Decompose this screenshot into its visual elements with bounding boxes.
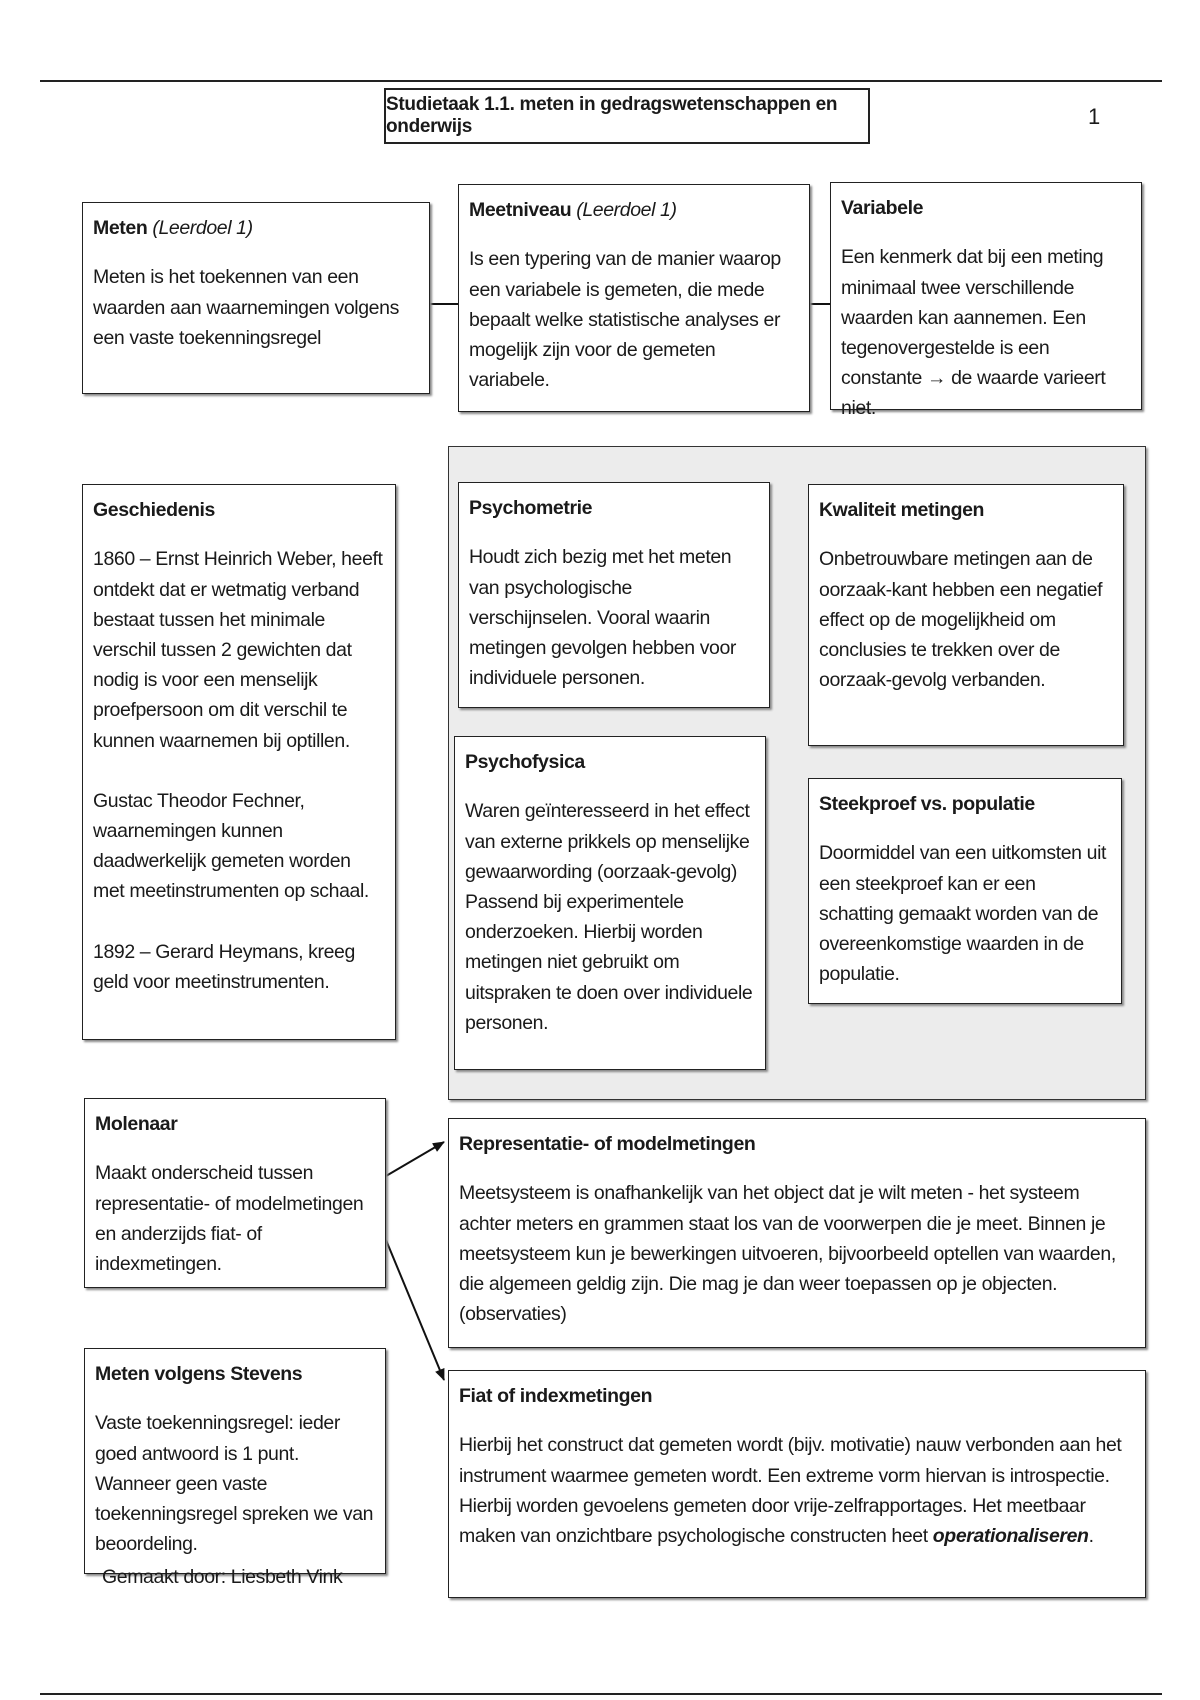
box-molenaar bbox=[84, 1098, 386, 1288]
box-variabele-title: Variabele bbox=[841, 197, 924, 219]
box-meten-title: Meten bbox=[93, 217, 148, 239]
box-psychometrie bbox=[458, 482, 770, 708]
box-meten-heading bbox=[93, 215, 419, 242]
bottom-rule bbox=[40, 1693, 1162, 1695]
box-fiat-body bbox=[459, 1430, 1135, 1551]
box-meetniveau-tag: (Leerdoel 1) bbox=[576, 199, 677, 221]
box-meetniveau-title: Meetniveau bbox=[469, 199, 572, 221]
box-steekproef bbox=[808, 778, 1122, 1004]
box-representatie-body: Meetsysteem is onafhankelijk van het object dat je wilt meten - het systeem achter meters en grammen staat los van de voorwerpen die je meet. Binnen je meetsysteem kun je bewerkingen uitvoeren, bijvoorbeeld optellen van waarden, die algemeen geldig zijn. Die mag je dan weer toepassen op je objecten. (observaties) bbox=[459, 1182, 1116, 1326]
box-fiat-title: Fiat of indexmetingen bbox=[459, 1385, 653, 1407]
author-credit: Gemaakt door: Liesbeth Vink bbox=[102, 1566, 343, 1588]
box-steekproef-title: Steekproef vs. populatie bbox=[819, 793, 1035, 815]
box-kwaliteit-title: Kwaliteit metingen bbox=[819, 499, 985, 521]
box-molenaar-body: Maakt onderscheid tussen representatie- of modelmetingen en anderzijds fiat- of indexmetingen. bbox=[95, 1162, 364, 1275]
box-variabele bbox=[830, 182, 1142, 420]
box-representatie bbox=[448, 1118, 1146, 1348]
box-meetniveau-body: Is een typering van de manier waarop een variabele is gemeten, die mede bepaalt welke statistische analyses er mogelijk zijn voor de gemeten variabele. bbox=[469, 248, 781, 392]
box-representatie-title: Representatie- of modelmetingen bbox=[459, 1133, 756, 1155]
box-meten-body: Meten is het toekennen van een waarden aan waarnemingen volgens een vaste toekenningsregel bbox=[93, 266, 399, 349]
box-fiat bbox=[448, 1370, 1146, 1598]
geschiedenis-fechner: Gustac Theodor Fechner, waarnemingen kunnen daadwerkelijk gemeten worden met meetinstrumenten op schaal. bbox=[93, 789, 369, 903]
box-psychofysica bbox=[454, 736, 766, 1070]
box-fiat-end: . bbox=[1088, 1524, 1094, 1547]
geschiedenis-weber: 1860 – Ernst Heinrich Weber, heeft ontdekt dat er wetmatig verband bestaat tussen het minimale verschil tussen 2 gewichten dat nodig is voor een menselijk proefpersoon om dit verschil te kunnen waarnemen bij optillen. bbox=[93, 548, 383, 752]
page-number: 1 bbox=[1088, 104, 1101, 129]
box-psychometrie-title: Psychometrie bbox=[469, 497, 593, 519]
box-meetniveau bbox=[458, 184, 810, 412]
box-kwaliteit bbox=[808, 484, 1124, 746]
box-variabele-body: Een kenmerk dat bij een meting minimaal twee verschillende waarden kan aannemen. Een tegenovergestelde is een constante → de waarde varieert niet. bbox=[841, 246, 1106, 420]
box-fiat-text: Hierbij het construct dat gemeten wordt (bijv. motivatie) nauw verbonden aan het instrument waarmee gemeten wordt. Een extreme vorm hiervan is introspectie. Hierbij worden gevoelens gemeten door vrije-zelfrapportages. Het meetbaar maken van onzichtbare psychologische constructen heet bbox=[459, 1434, 1122, 1547]
arrow-to-fiat bbox=[386, 1240, 444, 1380]
box-meetniveau-heading bbox=[469, 197, 799, 224]
box-meten bbox=[82, 202, 430, 394]
box-psychofysica-title: Psychofysica bbox=[465, 751, 585, 773]
box-stevens-body: Vaste toekenningsregel: ieder goed antwoord is 1 punt. Wanneer geen vaste toekenningsregel spreken we van beoordeling. bbox=[95, 1412, 374, 1556]
box-steekproef-body: Doormiddel van een uitkomsten uit een steekproef kan er een schatting gemaakt worden van de overeenkomstige waarden in de populatie. bbox=[819, 842, 1107, 986]
box-stevens-title: Meten volgens Stevens bbox=[95, 1363, 303, 1385]
geschiedenis-heymans: 1892 – Gerard Heymans, kreeg geld voor meetinstrumenten. bbox=[93, 940, 355, 993]
box-fiat-emphasis: operationaliseren bbox=[932, 1524, 1089, 1547]
page-title: Studietaak 1.1. meten in gedragswetenschappen en onderwijs bbox=[384, 88, 870, 144]
box-kwaliteit-body: Onbetrouwbare metingen aan de oorzaak-kant hebben een negatief effect op de mogelijkheid om conclusies te trekken over de oorzaak-gevolg verbanden. bbox=[819, 548, 1103, 692]
arrow-to-representatie bbox=[386, 1142, 444, 1176]
box-geschiedenis-title: Geschiedenis bbox=[93, 499, 216, 521]
box-molenaar-title: Molenaar bbox=[95, 1113, 178, 1135]
box-geschiedenis bbox=[82, 484, 396, 1040]
box-psychofysica-body: Waren geïnteresseerd in het effect van externe prikkels op menselijke gewaarwording (oorzaak-gevolg) Passend bij experimentele onderzoeken. Hierbij worden metingen niet gebruikt om uitspraken te doen over individuele personen. bbox=[465, 800, 753, 1034]
top-rule bbox=[40, 80, 1162, 82]
box-psychometrie-body: Houdt zich bezig met het meten van psychologische verschijnselen. Vooral waarin metingen gevolgen hebben voor individuele personen. bbox=[469, 546, 737, 690]
box-stevens bbox=[84, 1348, 386, 1574]
box-meten-tag: (Leerdoel 1) bbox=[152, 217, 253, 239]
